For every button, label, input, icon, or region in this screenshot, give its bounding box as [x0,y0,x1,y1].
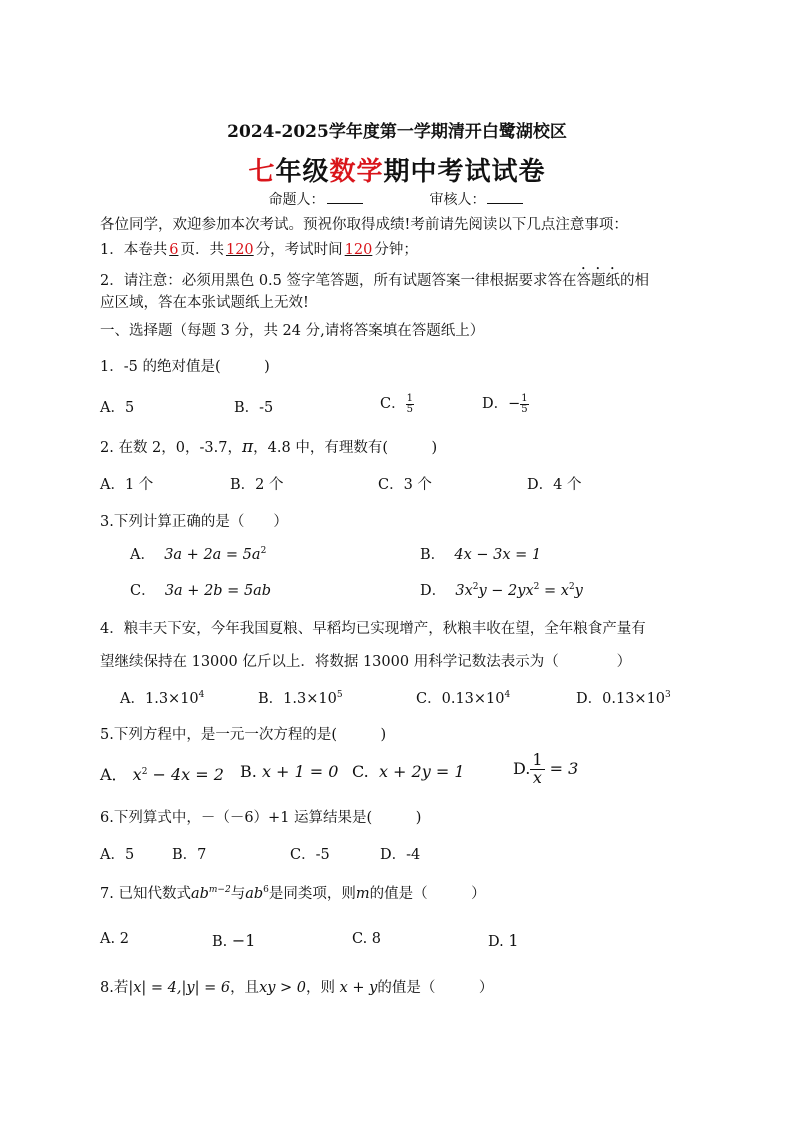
item1-text-a: 1．本卷共 [100,242,168,258]
q1-c-label: C． [380,396,406,412]
q1-d-fraction [520,394,528,415]
question-6-stem: 6.下列算式中，－（－6）+1 运算结果是( ) [100,810,422,826]
q4-a-base: 1.3×10 [144,691,199,707]
q4-option-c [416,687,510,708]
q3-d-exp-1: 2 [472,582,479,592]
title-exam-type: 期中考试试卷 [383,157,546,187]
q3-option-a [130,543,266,564]
reviewer-label: 审核人： [429,192,486,208]
q3-d-label: D． [420,583,447,599]
setter-label: 命题人： [268,192,325,208]
q1-d-numerator: 1 [521,392,528,404]
q7-b-value: −1 [231,931,256,950]
exam-time: 120 [344,242,373,258]
q1-option-d [482,392,529,415]
q4-a-exponent: 4 [198,690,205,700]
q4-d-base: 0.13×10 [602,691,666,707]
q7-expr1-base: ab [190,886,209,902]
q3-d-expr-3: = x [539,583,569,599]
q4-option-a [120,687,204,708]
q1-c-fraction [406,394,414,415]
q7-expr2-base: ab [245,886,264,902]
q5-option-b [240,762,338,781]
q4-option-b [258,687,343,708]
question-1-stem: 1．-5 的绝对值是( ) [100,359,270,375]
q7-option-c: C. 8 [352,931,382,947]
page-count: 6 [169,242,179,258]
item1-text-b: 页．共 [180,242,224,258]
q1-d-label: D．− [482,396,521,412]
q7-stem-b: 与 [230,886,246,902]
reviewer-blank [487,191,523,204]
q3-b-label: B． [420,547,446,563]
item1-text-c: 分，考试时间 [255,242,343,258]
question-2-stem [100,436,437,457]
q4-b-exponent: 5 [336,690,343,700]
q2-option-d: D．4 个 [527,477,582,493]
item1-text-d: 分钟； [374,242,418,258]
q3-option-b [420,543,541,564]
q5-a-exponent: 2 [141,767,148,777]
q5-d-denominator: x [532,767,542,787]
q1-option-a: A．5 [100,400,135,416]
q3-d-exp-2: 2 [533,582,540,592]
instructions-intro: 各位同学，欢迎参加本次考试。预祝你取得成绩!考前请先阅读以下几点注意事项： [100,217,628,233]
signature-line [0,189,794,209]
item2-text-a: 2．请注意：必须用黑色 0.5 签字笔答题，所有试题答案一律根据要求答在 [100,273,577,289]
q5-b-expr: x + 1 = 0 [261,762,339,781]
q5-option-c [352,762,465,781]
q7-stem-c: 是同类项，则 [268,886,356,902]
q2-option-a: A．1 个 [100,477,154,493]
q6-option-a: A．5 [100,847,135,863]
total-score: 120 [225,242,254,258]
exam-header-line: 2024-2025学年度第一学期清开白鹭湖校区 [227,122,567,142]
q7-stem-d: 的值是（ ） [369,886,486,902]
q5-a-expr-2: − 4x = 2 [147,765,224,784]
question-8-stem [100,976,493,997]
instruction-item-1 [100,238,418,259]
q7-var-m: m [355,886,370,902]
q3-a-expr: 3a + 2a = 5a [164,547,261,563]
title-subject: 数学 [329,157,384,187]
item2-text-b: 的相 [620,273,650,289]
q2-option-c: C．3 个 [378,477,432,493]
q8-condition-1: |x| = 4,|y| = 6 [128,980,231,996]
q3-a-label: A． [130,547,155,563]
q7-stem-a: 7. 已知代数式 [100,886,191,902]
q5-d-rest: = 3 [544,758,579,778]
question-4-line-1: 4．粮丰天下安，今年我国夏粮、早稻均已实现增产，秋粮丰收在望，全年粮食产量有 [100,621,646,637]
q4-b-base: 1.3×10 [283,691,337,707]
title-grade-suffix: 年级 [275,157,330,187]
q8-stem-d: 的值是（ ） [377,980,494,996]
question-7-stem [100,882,486,903]
q4-option-d [576,687,671,708]
q3-b-expr: 4x − 3x = 1 [454,547,542,563]
q5-a-expr-1: x [132,765,142,784]
q8-expression: x + y [339,980,378,996]
q5-d-numerator: 1 [532,750,543,769]
q7-expr2-exponent: 6 [263,885,269,895]
q4-d-label: D． [576,691,603,707]
q3-c-label: C． [130,583,156,599]
q3-d-expr-4: y [574,583,583,599]
q8-condition-2: xy > 0 [259,980,307,996]
q4-b-label: B． [258,691,284,707]
q5-option-a [100,762,224,785]
q6-option-c: C．-5 [290,847,330,863]
q8-stem-b: ，且 [230,980,260,996]
question-5-stem: 5.下列方程中，是一元一次方程的是( ) [100,727,387,743]
q3-option-d [420,579,583,600]
instruction-item-2-line-2: 应区域，答在本张试题纸上无效! [100,295,309,311]
question-4-line-2: 望继续保持在 13000 亿斤以上．将数据 13000 用科学记数法表示为（ ） [100,654,632,670]
q6-option-d: D．-4 [380,847,421,863]
q4-a-label: A． [120,691,145,707]
q7-expr1-exponent: m−2 [208,885,231,895]
q3-d-expr-1: 3x [455,583,473,599]
q3-d-expr-2: y − 2yx [478,583,534,599]
q7-d-value: 1 [508,931,519,950]
setter-blank [327,191,363,204]
q8-stem-a: 8.若 [100,980,129,996]
pi-symbol: π [241,437,254,457]
q3-d-exp-3: 2 [568,582,575,592]
q5-option-d [513,752,578,787]
q1-option-c [380,392,414,415]
q5-d-fraction [530,752,544,787]
instruction-item-2-line-1 [100,265,649,290]
q4-c-exponent: 4 [504,690,511,700]
q1-option-b: B．-5 [234,400,274,416]
q2-stem-b: ，4.8 中，有理数有( ) [253,440,438,456]
q7-option-b [212,931,255,950]
question-3-stem: 3.下列计算正确的是（ ） [100,514,288,530]
q5-c-expr: x + 2y = 1 [378,762,465,781]
q8-stem-c: ，则 [306,980,340,996]
q2-stem-a: 2. 在数 2，0，-3.7， [100,440,242,456]
q7-option-d [488,931,519,950]
q5-a-label: A． [100,765,128,784]
q1-d-denominator: 5 [521,403,528,415]
q7-d-label: D. [488,934,509,950]
q3-option-c [130,579,271,600]
q4-c-base: 0.13×10 [441,691,505,707]
section-title: 一、选择题（每题 3 分，共 24 分,请将答案填在答题纸上） [100,323,485,339]
q3-c-expr: 3a + 2b = 5ab [164,583,272,599]
q7-b-label: B. [212,934,232,950]
q7-option-a: A. 2 [100,931,129,947]
exam-title [0,151,794,188]
q4-d-exponent: 3 [665,690,671,700]
q5-d-label: D. [513,758,531,778]
answer-sheet-emphasis: 答题纸 [576,273,621,289]
q2-option-b: B．2 个 [230,477,284,493]
q6-option-b: B．7 [172,847,207,863]
q5-c-label: C. [352,762,369,781]
q4-c-label: C． [416,691,442,707]
q3-a-exponent: 2 [260,546,267,556]
title-grade-number: 七 [248,157,276,187]
q1-c-denominator: 5 [406,403,413,415]
q1-c-numerator: 1 [406,392,413,404]
q5-b-label: B. [240,762,257,781]
